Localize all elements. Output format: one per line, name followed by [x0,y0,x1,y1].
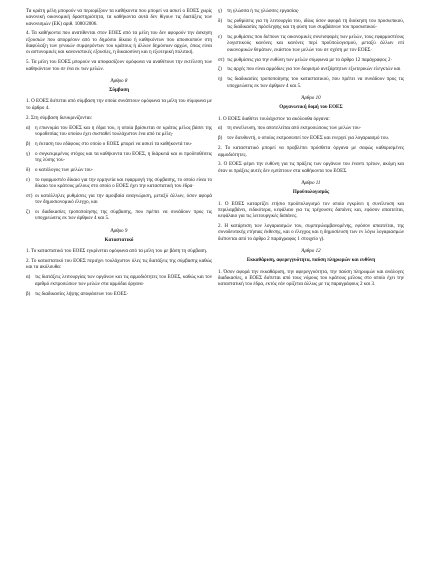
right-column [218,8,404,291]
left-paragraph: 4. Τα καθήκοντα που ανατίθενται στον ΕΟΕΣ από τα μέλη του δεν αφορούν την άσκηση εξουσιών που απορρέουν από το δημόσιο δίκαιο ή καθηκόντων που αποσκοπούν στη διαφύλαξη των γενικών συμφερόντων του κράτους ή άλλων δημόσιων αρχών, όπως είναι οι αστυνομικές και κανονιστικές εξουσίες, η δικαιοσύνη και η εξωτερική πολιτική. [26,30,212,56]
list-item-text: τη συνέλευση, που αποτελείται από εκπροσώπους των μελών του· [227,125,362,132]
left-list-item [26,274,212,287]
right-paragraph: 1. Όσον αφορά την εκκαθάριση, την αφερεγγυότητα, την παύση πληρωμών και ανάλογες διαδικασίες, ο ΕΟΕΣ διέπεται από τους νόμους του κράτους μέλους στο οποίο έχει την καταστατική του έδρα, εκτός εάν ορίζεται άλλως με τις παραγράφους 2 και 3. [218,268,404,288]
left-article-number: Άρθρο 8 [110,77,128,84]
left-paragraph: 1. Ο ΕΟΕΣ διέπεται από σύμβαση την οποία συνάπτουν ομόφωνα τα μέλη του σύμφωνα με το άρθρο 4. [26,98,212,111]
list-item-text: τις διατάξεις λειτουργίας των οργάνων και τις αρμοδιότητες του ΕΟΕΣ, καθώς και τον αριθμό εκπροσώπων των μελών στα αρμόδια όργανα· [35,274,212,287]
list-item-text: τις ρυθμίσεις για την ευθύνη των μελών σύμφωνα με το άρθρο 12 παράγραφος 2· [227,56,393,63]
list-marker: β) [26,140,31,147]
list-item-text: τον διευθυντή, ο οποίος εκπροσωπεί τον ΕΟΕΣ και ενεργεί για λογαριασμό του. [227,135,390,142]
list-item-text: τις διαδικασίες τροποποίησης του καταστατικού, που πρέπει να συνάδουν προς τις υποχρεώσεις εκ των άρθρων 4 και 5. [227,76,404,89]
right-paragraph: 3. Ο ΕΟΕΣ φέρει την ευθύνη για τις πράξεις των οργάνων του έναντι τρίτων, ακόμη και όταν οι πράξεις αυτές δεν εμπίπτουν στα καθήκοντα του ΕΟΕΣ. [218,161,404,174]
list-marker: ζ) [26,209,30,216]
right-paragraph: 2. Η κατάρτιση των λογαριασμών του, συμπεριλαμβανομένης, εφόσον απαιτείται, της συνοδευτικής ετήσιας έκθεσης, και ο έλεγχος και η δημοσίευση των εν λόγω λογαριασμών διέπονται από το άρθρο 2 παράγραφος 1 στοιχείο γ). [218,223,404,242]
right-article-number: Άρθρο 10 [301,94,321,101]
list-item-text: η έκταση του εδάφους στο οποίο ο ΕΟΕΣ μπορεί να ασκεί τα καθήκοντά του· [35,140,193,147]
list-marker: ε) [26,176,30,183]
list-marker: η) [218,76,223,83]
right-paragraph: 1. Ο ΕΟΕΣ καταρτίζει ετήσιο προϋπολογισμό τον οποίο εγκρίνει η συνέλευση και περιλαμβάνει, ειδικότερα, κεφάλαιο για τις τρέχουσες δαπάνες και, εφόσον απαιτείται, κεφάλαιο για τις λειτουργικές δαπάνες. [218,200,404,220]
list-item-text: ο συγκεκριμένος στόχος και τα καθήκοντα του ΕΟΕΣ, η διάρκειά και οι προϋποθέσεις της λύσης του· [35,150,212,163]
right-list-item [218,34,404,53]
list-marker: α) [218,125,223,132]
right-list-item [218,57,404,63]
left-list-item [26,193,212,206]
left-paragraph: 2. Στη σύμβαση διευκρινίζονται: [26,114,93,121]
left-paragraph: Τα κράτη μέλη μπορούν να περιορίζουν τα καθήκοντα που μπορεί να ασκεί ο ΕΟΕΣ χωρίς κανονική οικονομική δραστηριότητα, τα καθήκοντα αυτά δεν θίγουν τις διατάξεις των κανονισμών (ΕΚ) αριθ. 1080/2006. [26,8,212,27]
list-marker: β) [26,290,31,297]
list-marker: ζ) [218,66,222,73]
list-item-text: οι κατάλληλες ρυθμίσεις για την αμοιβαία αναγνώριση, μεταξύ άλλων, όσον αφορά τον δημοσιονομικό έλεγχο, και [35,192,212,206]
right-paragraph: 1. Ο ΕΟΕΣ διαθέτει τουλάχιστον τα ακόλουθα όργανα: [218,115,330,122]
right-list-item [218,66,404,72]
left-list-item [26,209,212,222]
right-article-number: Άρθρο 11 [301,179,321,186]
left-list-item [26,151,212,164]
list-item-text: τις διαδικασίες λήψης αποφάσεων του ΕΟΕΣ· [35,290,129,297]
right-list-item [218,18,404,31]
list-marker: γ) [26,150,30,157]
right-paragraph: 2. Το καταστατικό μπορεί να προβλέπει πρόσθετα όργανα με σαφώς καθορισμένες αρμοδιότητες. [218,145,404,158]
list-marker: α) [26,274,31,281]
list-item-text: το εφαρμοστέο δίκαιο για την ερμηνεία και εφαρμογή της σύμβασης, το οποίο είναι το δίκαιο του κράτους μέλους στο οποίο ο ΕΟΕΣ έχει την καταστατική του έδρα· [35,176,212,189]
left-paragraph: 1. Το καταστατικό του ΕΟΕΣ εγκρίνεται ομόφωνα από τα μέλη του με βάση τη σύμβαση. [26,248,208,255]
right-article-heading: Οργανωτική δομή του ΕΟΕΣ [279,104,343,111]
list-marker: γ) [218,8,222,14]
list-marker: ε) [218,34,222,41]
list-item-text: ο κατάλογος των μελών του· [35,166,94,173]
right-list-item [218,76,404,89]
left-paragraph: 5. Τα μέλη του ΕΟΕΣ μπορούν να αποφασίζουν ομόφωνα να αναθέτουν την εκτέλεση των καθηκόντων του σε ένα εκ των μελών. [26,59,212,72]
left-paragraph: 2. Το καταστατικό του ΕΟΕΣ περιέχει τουλάχιστον όλες τις διατάξεις της σύμβασης καθώς και τα ακόλουθα: [26,258,212,271]
list-item-text: η επωνυμία του ΕΟΕΣ και η έδρα του, η οποία βρίσκεται σε κράτος μέλος βάσει της νομοθεσίας του οποίου έχει συσταθεί τουλάχιστον ένα από τα μέλη· [35,124,212,137]
right-article-number: Άρθρο 12 [301,247,321,254]
left-list-item [26,125,212,138]
list-item-text: τις αρχές που είναι αρμόδιες για τον διορισμό ανεξάρτητων εξωτερικών ελεγκτών και [227,66,401,73]
list-marker: δ) [26,166,31,173]
right-list-item [218,8,404,14]
list-marker: β) [218,135,223,142]
list-item-text: τη γλώσσα ή τις γλώσσες εργασίας· [227,8,300,14]
left-article-heading: Καταστατικό [104,236,134,243]
right-list-item [218,125,404,131]
list-item-text: τις ρυθμίσεις που διέπουν τις οικονομικές συνεισφορές των μελών, τους εφαρμοστέους λογιστικούς κανόνες και κανόνες περί προϋπολογισμού, μεταξύ άλλων επί οικονομικών θεμάτων, εκάστου των μελών του σε σχέση με τον ΕΟΕΣ· [227,34,404,53]
left-article-number: Άρθρο 9 [110,227,128,234]
list-marker: δ) [218,17,223,24]
list-item-text: οι διαδικασίες τροποποίησης της σύμβασης, που πρέπει να συνάδουν προς τις υποχρεώσεις εκ των άρθρων 4 και 5. [35,209,212,222]
right-article-heading: Προϋπολογισμός [292,189,330,196]
list-marker: στ) [218,56,225,63]
left-list-item [26,291,212,297]
left-article-heading: Σύμβαση [109,87,129,94]
list-item-text: τις ρυθμίσεις για τη λειτουργία του, ιδίως όσον αφορά τη διοίκηση του προσωπικού, τις διαδικασίες πρόσληψης και τη φύση των συμβάσεων του προσωπικού· [227,17,404,31]
left-list-item [26,167,212,173]
list-marker: στ) [26,192,33,199]
left-list-item [26,141,212,147]
left-list-item [26,177,212,190]
right-list-item [218,135,404,141]
right-article-heading: Εκκαθάριση, αφερεγγυότητα, παύση πληρωμών και ευθύνη [246,257,376,264]
left-column [26,8,212,300]
list-marker: α) [26,124,31,131]
